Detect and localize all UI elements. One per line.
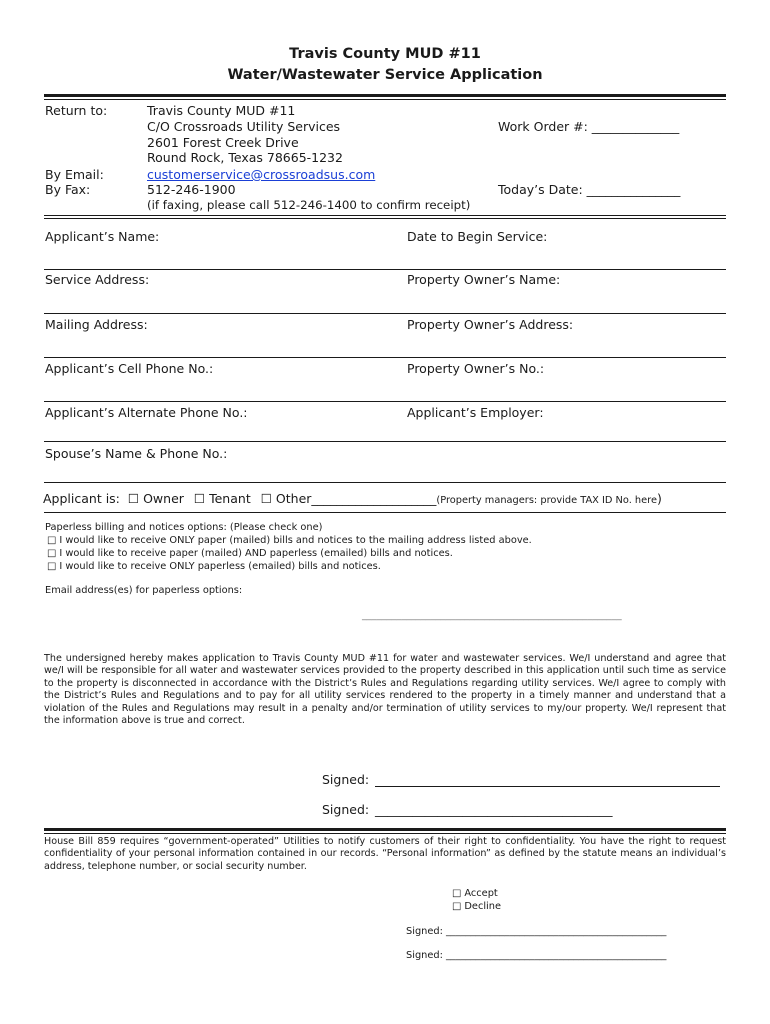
paperless-email-line[interactable]: _____________________________________________________ [362, 610, 622, 621]
employer-label: Applicant’s Employer: [407, 405, 544, 420]
return-to-label: Return to: [45, 103, 108, 118]
owner-checkbox[interactable]: ☐ [127, 491, 140, 506]
confidentiality-rule-thin [44, 833, 726, 834]
property-manager-note-close: ) [657, 491, 662, 506]
confidentiality-rule-thick [44, 828, 726, 831]
applicant-name-label: Applicant’s Name: [45, 229, 160, 244]
cell-phone-label: Applicant’s Cell Phone No.: [45, 361, 214, 376]
email-label: By Email: [45, 167, 104, 182]
email-link[interactable]: customerservice@crossroadsus.com [147, 167, 376, 182]
tenant-option: Tenant [209, 491, 251, 506]
signature-line-2[interactable]: ______________________________________ [375, 802, 613, 817]
decline-option[interactable]: □ Decline [452, 901, 502, 912]
signed-label-2: Signed: [322, 802, 370, 817]
property-manager-note: (Property managers: provide TAX ID No. here [436, 495, 658, 506]
paperless-option-1[interactable]: □ I would like to receive ONLY paper (mailed) bills and notices to the mailing address listed above. [47, 535, 532, 546]
document-title-line1: Travis County MUD #11 [289, 46, 481, 62]
mailing-address-line[interactable] [44, 357, 726, 358]
address-line-3: 2601 Forest Creek Drive [147, 135, 299, 150]
applicant-name-line[interactable] [44, 269, 726, 270]
confidentiality-signed-1[interactable]: Signed: _____________________________________________ [406, 926, 667, 937]
paperless-heading: Paperless billing and notices options: (Please check one) [45, 522, 323, 533]
alt-phone-label: Applicant’s Alternate Phone No.: [45, 405, 248, 420]
fax-label: By Fax: [45, 182, 91, 197]
address-line-1: Travis County MUD #11 [147, 103, 296, 118]
service-address-line[interactable] [44, 313, 726, 314]
confidentiality-signed-2[interactable]: Signed: _____________________________________________ [406, 950, 667, 961]
paperless-option-2[interactable]: □ I would like to receive paper (mailed) AND paperless (emailed) bills and notices. [47, 548, 453, 559]
paperless-email-label: Email address(es) for paperless options: [45, 585, 243, 596]
accept-option[interactable]: □ Accept [452, 888, 498, 899]
owner-phone-label: Property Owner’s No.: [407, 361, 545, 376]
fax-note: (if faxing, please call 512-246-1400 to confirm receipt) [147, 198, 471, 212]
work-order-field[interactable]: Work Order #: ______________ [498, 119, 680, 134]
header-rule-thick [44, 94, 726, 97]
applicant-is-row [43, 491, 662, 506]
owner-option: Owner [143, 491, 184, 506]
service-address-label: Service Address: [45, 272, 150, 287]
header-rule-thin [44, 99, 726, 100]
todays-date-field[interactable]: Today’s Date: _______________ [498, 182, 681, 197]
header-bottom-rule-1 [44, 215, 726, 216]
confidentiality-paragraph: House Bill 859 requires “government-operated” Utilities to notify customers of their right to confidentiality. You have the right to request confidentiality of your personal information contained in our records. “Personal information” as defined by the statute means an individual’s address, telephone number, or social security number. [44, 836, 726, 872]
signature-line-1[interactable] [375, 786, 720, 787]
spouse-line[interactable] [44, 482, 726, 483]
signed-label-1: Signed: [322, 772, 370, 787]
header-bottom-rule-2 [44, 218, 726, 219]
paperless-option-3[interactable]: □ I would like to receive ONLY paperless (emailed) bills and notices. [47, 561, 381, 572]
other-option[interactable]: Other____________________ [275, 491, 437, 506]
tenant-checkbox[interactable]: ☐ [193, 491, 206, 506]
document-title-line2: Water/Wastewater Service Application [227, 67, 543, 83]
address-line-4: Round Rock, Texas 78665-1232 [147, 150, 343, 165]
mailing-address-label: Mailing Address: [45, 317, 148, 332]
other-checkbox[interactable]: ☐ [260, 491, 272, 506]
owner-address-label: Property Owner’s Address: [407, 317, 574, 332]
applicant-is-label: Applicant is: [43, 491, 120, 506]
address-line-2: C/O Crossroads Utility Services [147, 119, 341, 134]
agreement-paragraph: The undersigned hereby makes application to Travis County MUD #11 for water and wastewater services. We/I understand and agree that we/I will be responsible for all water and wastewater services provided to the property described in this application until such time as service to the property is disconnected in accordance with the District’s Rules and Regulations regarding utility services. We/I agree to comply with the District’s Rules and Regulations and to pay for all utility services rendered to the property in a timely manner and understand that a violation of the Rules and Regulations may result in a penalty and/or termination of utility services to my/our property. We/I represent that the information above is true and correct. [44, 653, 726, 727]
applicant-is-rule [44, 512, 726, 513]
owner-name-label: Property Owner’s Name: [407, 272, 561, 287]
cell-phone-line[interactable] [44, 401, 726, 402]
date-begin-label: Date to Begin Service: [407, 229, 548, 244]
fax-number: 512-246-1900 [147, 182, 236, 197]
spouse-label: Spouse’s Name & Phone No.: [45, 446, 228, 461]
alt-phone-line[interactable] [44, 441, 726, 442]
